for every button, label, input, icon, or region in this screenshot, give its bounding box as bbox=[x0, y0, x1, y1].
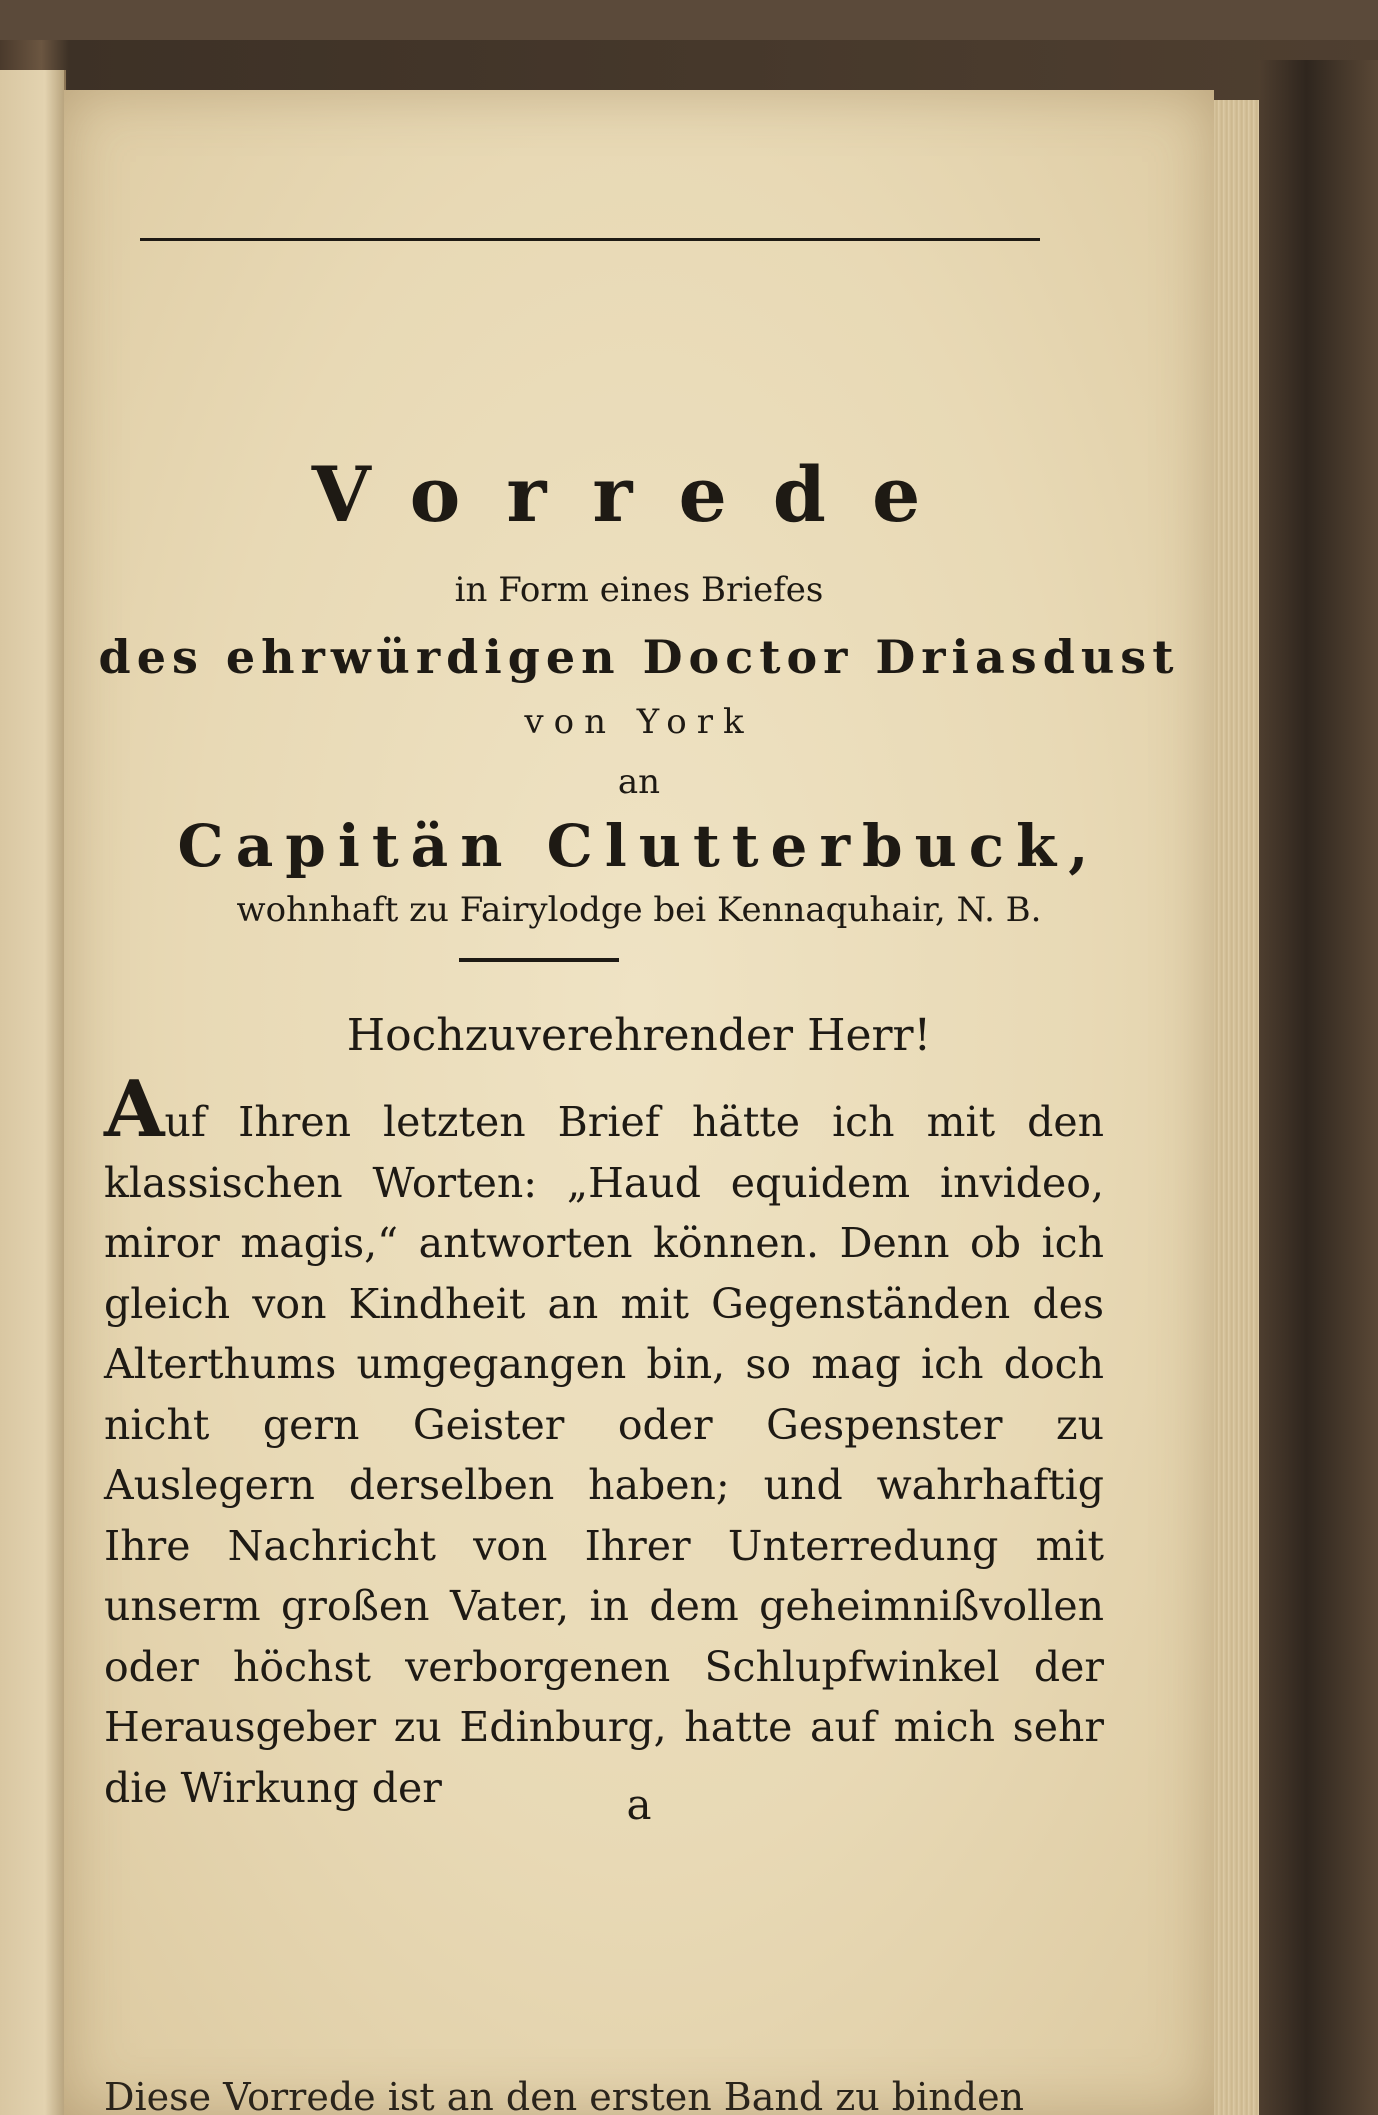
middle-rule bbox=[459, 958, 619, 962]
signature-mark: a bbox=[626, 1780, 652, 1829]
cover-edge bbox=[1259, 60, 1378, 2115]
subtitle-line-2: des ehrwürdigen Doctor Driasdust bbox=[98, 630, 1180, 684]
body-paragraph bbox=[104, 1064, 1104, 1818]
recipient-name: Capitän Clutterbuck, bbox=[177, 812, 1101, 880]
drop-cap: A bbox=[104, 1064, 165, 1155]
recipient-address: wohnhaft zu Fairylodge bei Kennaquhair, N. B. bbox=[236, 890, 1042, 930]
top-rule bbox=[140, 238, 1040, 241]
facing-page-edge bbox=[0, 70, 66, 2115]
page-content bbox=[64, 90, 1214, 2115]
body-text: uf Ihren letzten Brief hätte ich mit den klassischen Worten: „Haud equidem invideo, miror magis,“ antworten können. Denn ob ich gleich von Kindheit an mit Gegenständen des Alterthums umgegangen bin, so mag ich doch nicht gern Geister oder Gespenster zu Auslegern derselben haben; und wahrhaftig Ihre Nachricht von Ihrer Unterredung mit unserm großen Vater, in dem geheimnißvollen oder höchst verborgenen Schlupfwinkel der Herausgeber zu Edinburg, hatte auf mich sehr die Wirkung der bbox=[104, 1098, 1104, 1812]
subtitle-line-3: von York bbox=[524, 702, 754, 742]
page-stack-edge bbox=[1214, 100, 1259, 2115]
bottom-note: Diese Vorrede ist an den ersten Band zu binden bbox=[104, 2075, 1025, 2115]
subtitle-line-1: in Form eines Briefes bbox=[454, 570, 824, 610]
page-title: Vorrede bbox=[311, 450, 967, 539]
subtitle-line-4: an bbox=[617, 762, 661, 802]
salutation: Hochzuverehrender Herr! bbox=[346, 1010, 932, 1061]
